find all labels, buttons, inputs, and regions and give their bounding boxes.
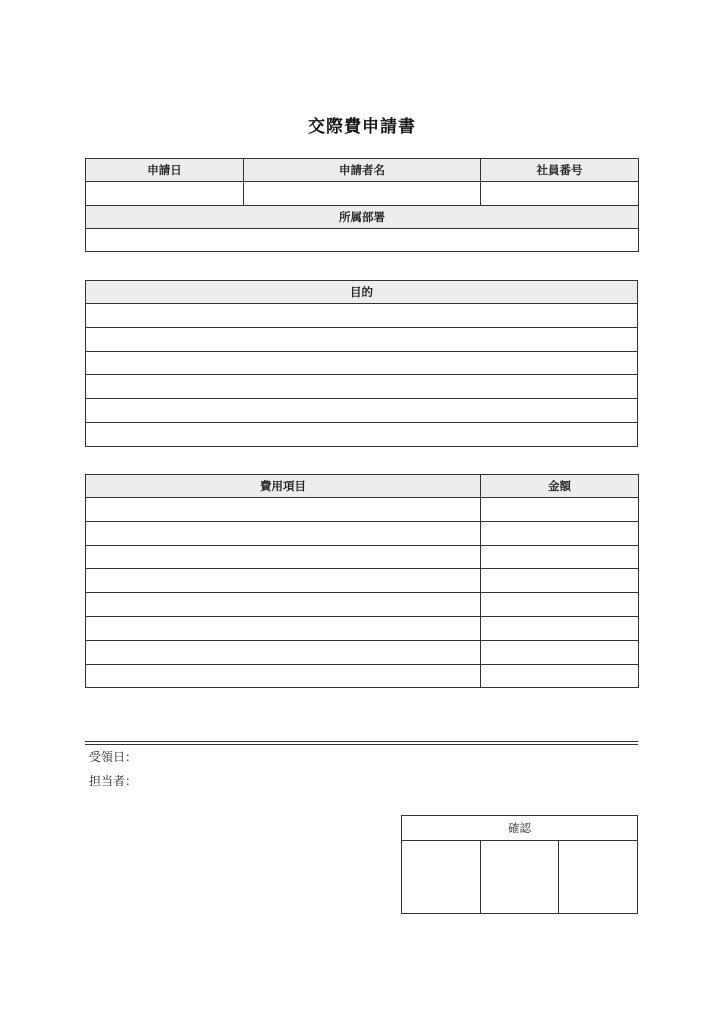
expense-item-header: 費用項目 [86,475,481,498]
stamp-box[interactable] [480,841,559,914]
applicant-info-table [85,158,639,252]
table-row [86,640,639,664]
table-row [86,498,639,522]
expense-item-cell[interactable] [86,593,481,617]
stamp-box[interactable] [402,841,481,914]
expense-item-cell[interactable] [86,498,481,522]
amount-cell[interactable] [481,521,639,545]
purpose-header: 目的 [86,281,638,304]
expense-item-cell[interactable] [86,569,481,593]
table-row [86,521,639,545]
amount-cell[interactable] [481,664,639,688]
employee-number-field[interactable] [481,182,639,206]
application-date-field[interactable] [86,182,244,206]
expense-table [85,474,639,688]
table-row [86,664,639,688]
expense-item-cell[interactable] [86,521,481,545]
amount-header: 金額 [481,475,639,498]
purpose-row[interactable] [86,422,638,446]
expense-item-cell[interactable] [86,640,481,664]
table-row [86,545,639,569]
received-date-label: 受領日： [89,750,138,764]
handler-label: 担当者： [89,774,138,788]
employee-number-label: 社員番号 [481,159,639,182]
table-row [86,616,639,640]
amount-cell[interactable] [481,640,639,664]
amount-cell[interactable] [481,616,639,640]
document-title: 交際費申請書 [308,117,416,137]
expense-item-cell[interactable] [86,545,481,569]
purpose-row[interactable] [86,304,638,328]
purpose-table [85,280,638,447]
expense-item-cell[interactable] [86,664,481,688]
amount-cell[interactable] [481,498,639,522]
purpose-row[interactable] [86,375,638,399]
confirmation-header: 確認 [402,816,638,841]
applicant-name-label: 申請者名 [244,159,481,182]
application-date-label: 申請日 [86,159,244,182]
department-label: 所属部署 [86,205,639,228]
purpose-row[interactable] [86,351,638,375]
confirmation-table [401,815,638,914]
section-divider [85,741,638,745]
amount-cell[interactable] [481,593,639,617]
applicant-name-field[interactable] [244,182,481,206]
amount-cell[interactable] [481,569,639,593]
table-row [86,593,639,617]
purpose-row[interactable] [86,327,638,351]
expense-item-cell[interactable] [86,616,481,640]
department-field[interactable] [86,228,639,252]
table-row [86,569,639,593]
stamp-box[interactable] [559,841,638,914]
amount-cell[interactable] [481,545,639,569]
purpose-row[interactable] [86,399,638,423]
